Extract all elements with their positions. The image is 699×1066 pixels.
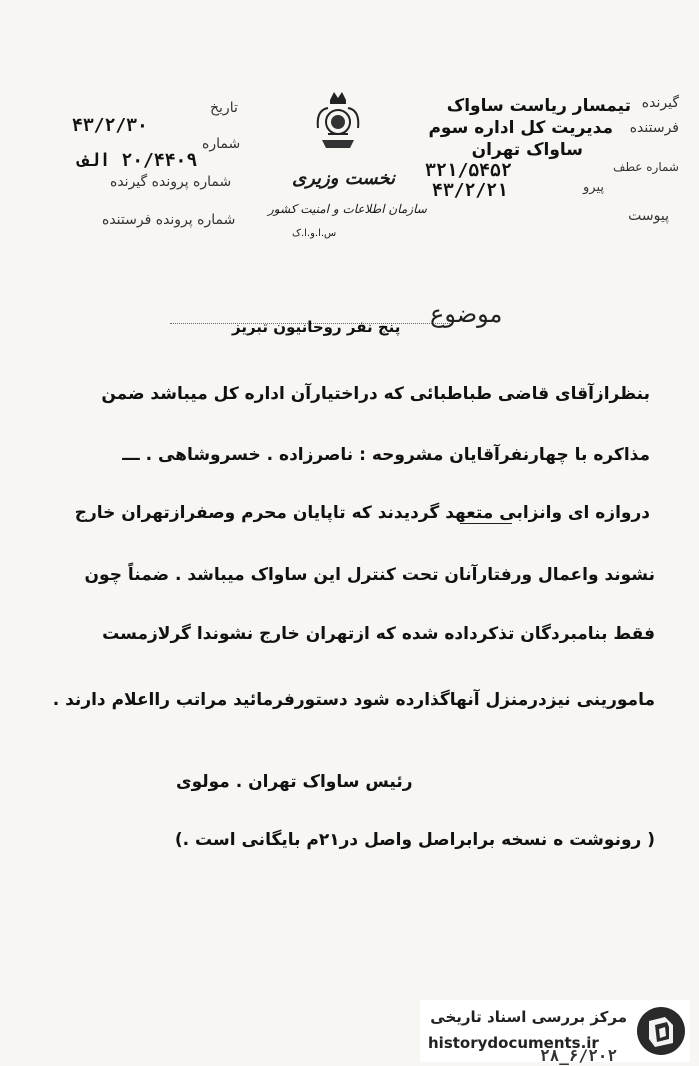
organization-name: سازمان اطلاعات و امنیت کشور: [268, 202, 427, 216]
organization-code: س.ا.و.ا.ک: [292, 228, 337, 239]
sender-value: مدیریت کل اداره سوم: [428, 118, 613, 138]
signature: رئیس ساواک تهران . مولوی: [176, 772, 413, 792]
subject-value: پنج نفر روحانیون تبریز: [232, 318, 401, 336]
ref-number-label: شماره عطف: [613, 160, 679, 174]
body-line-4: نشوند واعمال ورفتارآنان تحت کنترل این ساواک میباشد . ضمناً چون: [84, 565, 655, 585]
watermark-site: historydocuments.ir: [428, 1034, 599, 1052]
sender-file-label: شماره پرونده فرستنده: [102, 212, 236, 228]
watermark-center-name: مرکز بررسی اسناد تاریخی: [430, 1008, 627, 1026]
sender-label: فرستنده: [629, 120, 679, 136]
recipient-label: گیرنده: [641, 95, 679, 111]
recipient-value: تیمسار ریاست ساواک: [446, 96, 631, 116]
sender-value-2: ساواک تهران: [471, 140, 583, 160]
date-label: تاریخ: [210, 100, 238, 116]
stamp-number: ۲۸_۶/۲۰۲: [540, 1046, 618, 1065]
number-label: شماره: [202, 136, 241, 152]
office-title: نخست وزیری: [292, 168, 396, 189]
subject-label: موضوع: [430, 300, 503, 328]
lion-and-sun-emblem-icon: [308, 88, 368, 158]
body-line-6: مامورینی نیزدرمنزل آنهاگذارده شود دستورفرمائید مراتب رااعلام دارند .: [52, 690, 655, 710]
footnote: ( رونوشت ه نسخه برابراصل واصل در۲۱م بایگانی است .): [174, 830, 655, 850]
follow-value: ۴۳/۲/۲۱: [432, 180, 508, 201]
date-value: ۴۳/۲/۳۰: [72, 115, 148, 136]
attachment-label: پیوست: [628, 208, 669, 224]
body-line-1: بنظرازآقای قاضی طباطبائی که دراختیارآن اداره کل میباشد ضمن: [101, 384, 650, 404]
body-line-3: دروازه ای وانزابی متعهد گردیدند که تاپایان محرم وصفرازتهران خارج: [74, 503, 650, 523]
recipient-file-label: شماره پرونده گیرنده: [110, 174, 232, 190]
underlined-word-mark: [460, 523, 512, 524]
archive-logo-icon: [635, 1005, 687, 1057]
follow-label: پیرو: [583, 180, 604, 195]
number-value: ۲۰/۴۴۰۹ الف: [78, 150, 198, 171]
ref-number-value: ۳۲۱/۵۴۵۲: [425, 160, 512, 181]
body-line-2: مذاکره با چهارنفرآقایان مشروحه : ناصرزاده . خسروشاهی . ـــ: [122, 445, 650, 465]
body-line-5: فقط بنامبردگان تذکرداده شده که ازتهران خارج نشوندا گرلازمست: [102, 624, 655, 644]
